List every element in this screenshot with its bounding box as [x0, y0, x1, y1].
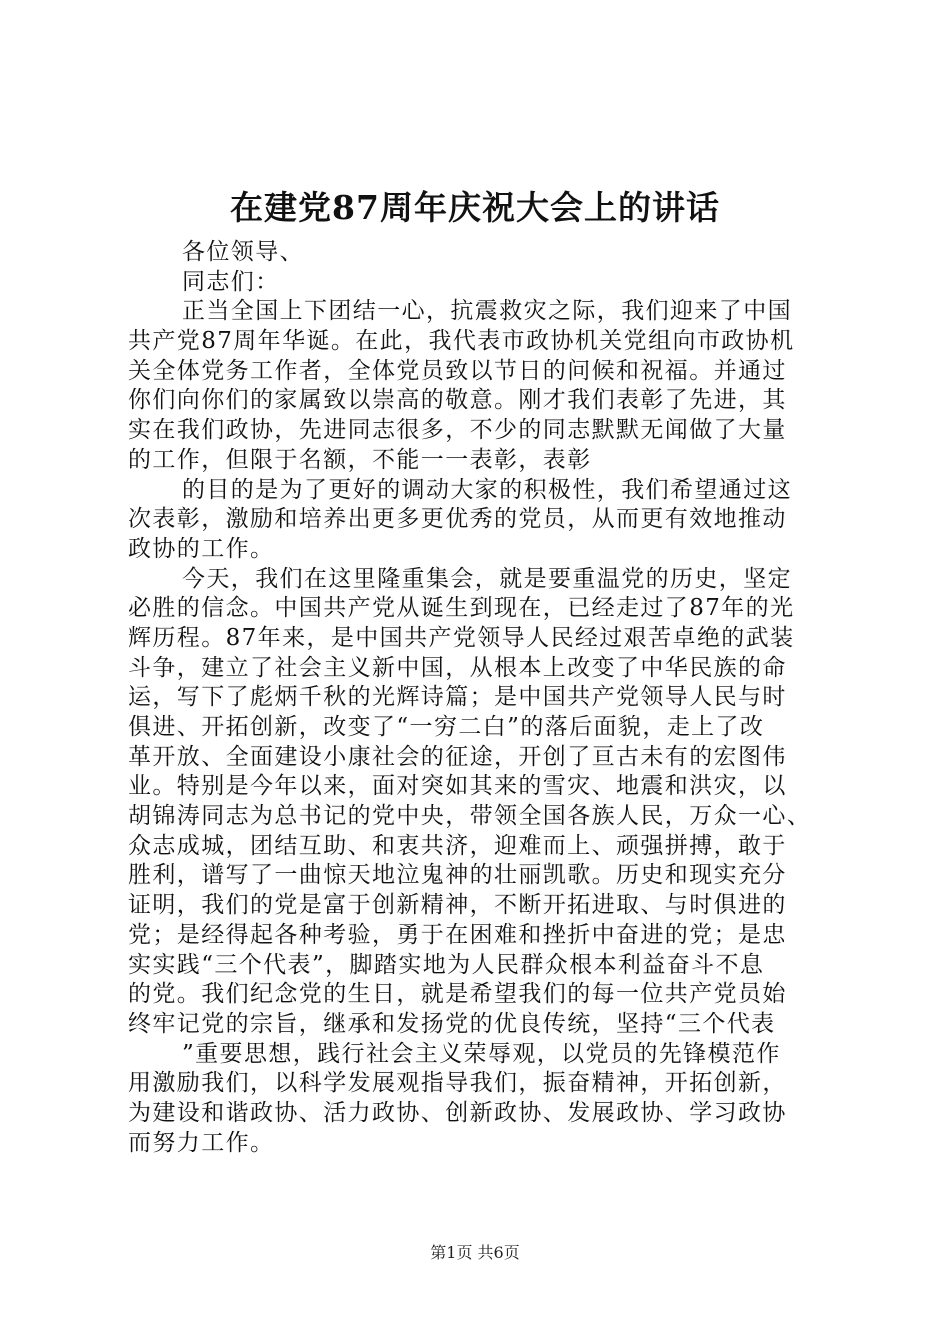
- text-line: 同志们：: [182, 268, 280, 295]
- text-line: 胜利，谱写了一曲惊天地泣鬼神的壮丽凯歌。历史和现实充分: [128, 862, 787, 889]
- text-line: 终牢记党的宗旨，继承和发扬党的优良传统，坚持“三个代表: [128, 1010, 776, 1037]
- speech-body: [128, 238, 830, 1158]
- page-number-footer: 第1页 共6页: [430, 1243, 520, 1262]
- text-line: 辉历程。87年来，是中国共产党领导人民经过艰苦卓绝的武装: [128, 624, 795, 651]
- text-line: 胡锦涛同志为总书记的党中央，带领全国各族人民，万众一心、: [128, 803, 812, 830]
- text-line: 关全体党务工作者，全体党员致以节日的问候和祝福。并通过: [128, 357, 787, 384]
- text-line: 各位领导、: [182, 239, 304, 265]
- text-line: 次表彰，激励和培养出更多更优秀的党员，从而更有效地推动: [128, 506, 787, 533]
- text-line: 政协的工作。: [128, 535, 275, 562]
- text-line: 实在我们政协，先进同志很多，不少的同志默默无闻做了大量: [128, 417, 787, 444]
- text-line: 俱进、开拓创新，改变了“一穷二白”的落后面貌，走上了改: [128, 714, 765, 740]
- text-line: 为建设和谐政协、活力政协、创新政协、发展政协、学习政协: [128, 1099, 787, 1126]
- text-line: 斗争，建立了社会主义新中国，从根本上改变了中华民族的命: [128, 654, 787, 681]
- text-line: 而努力工作。: [128, 1129, 275, 1156]
- text-line: ”重要思想，践行社会主义荣辱观，以党员的先锋模范作: [182, 1040, 781, 1067]
- text-line: 你们向你们的家属致以崇高的敬意。刚才我们表彰了先进，其: [128, 387, 787, 414]
- text-line: 正当全国上下团结一心，抗震救灾之际，我们迎来了中国: [182, 298, 792, 325]
- text-line: 共产党87周年华诞。在此，我代表市政协机关党组向市政协机: [128, 328, 795, 355]
- text-line: 证明，我们的党是富于创新精神，不断开拓进取、与时俱进的: [128, 892, 787, 919]
- text-line: 运，写下了彪炳千秋的光辉诗篇；是中国共产党领导人民与时: [128, 684, 787, 711]
- document-title: 在建党87周年庆祝大会上的讲话: [230, 188, 720, 227]
- text-line: 的目的是为了更好的调动大家的积极性，我们希望通过这: [182, 476, 792, 503]
- text-line: 的党。我们纪念党的生日，就是希望我们的每一位共产党员始: [128, 981, 787, 1008]
- text-line: 实实践“三个代表”，脚踏实地为人民群众根本利益奋斗不息: [128, 951, 765, 978]
- text-line: 众志成城，团结互助、和衷共济，迎难而上、顽强拼搏，敢于: [128, 832, 787, 859]
- text-line: 党；是经得起各种考验，勇于在困难和挫折中奋进的党；是忠: [128, 921, 787, 948]
- text-line: 革开放、全面建设小康社会的征途，开创了亘古未有的宏图伟: [128, 743, 787, 770]
- text-line: 用激励我们，以科学发展观指导我们，振奋精神，开拓创新，: [128, 1070, 787, 1097]
- text-line: 今天，我们在这里隆重集会，就是要重温党的历史，坚定: [182, 565, 792, 592]
- text-line: 必胜的信念。中国共产党从诞生到现在，已经走过了87年的光: [128, 595, 795, 622]
- text-line: 的工作，但限于名额，不能一一表彰，表彰: [128, 446, 592, 473]
- text-line: 业。特别是今年以来，面对突如其来的雪灾、地震和洪灾，以: [128, 773, 787, 800]
